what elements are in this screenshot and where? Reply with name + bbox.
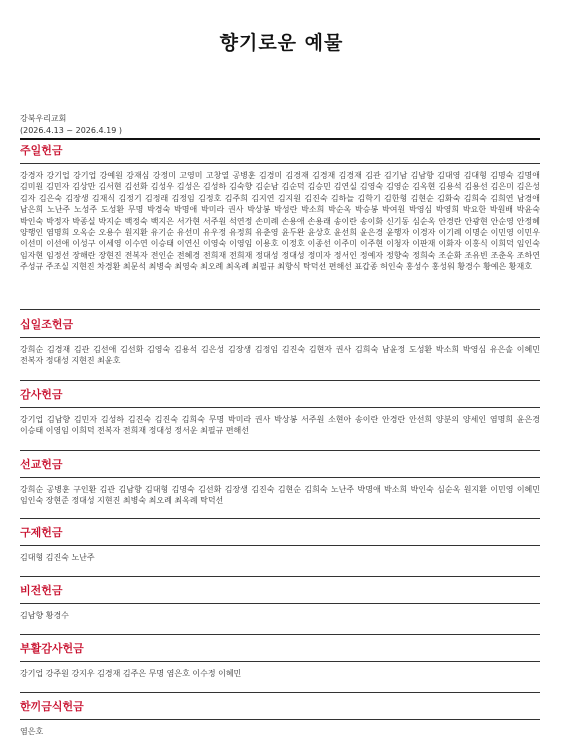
section-heading: 한끼금식헌금: [20, 700, 84, 713]
section-names: 강경자 강기업 강기업 강예원 강재심 강정미 고영미 고창열 공병훈 김경미 김경재 김경재 김경재 김관 김기남 김남향 김대영 김대형 김명숙 김명애 김미원 김민자 김상만 김서현 김선화 김성우 김성은 김성하 김숙향 김순남 김순덕 김승민 김연실 김영숙 김영순 김옥현 김용석 김용선 김은미 김은성 김자 김은숙 김장생 김재식 김정기 김정래 김정임 김정호 김주희 김지연 김지원 김진숙 김하늘 김학기 김한형 김현순 김화숙 김희숙 김희연 남경애 남은희 노난주 노성주 도성환 무명 박경숙 박명애 박미라 권사 박상봉 박성란 박소희 박순옥 박승봉 박여원 박영심 박영희 박요한 박원배 박윤숙 박인숙 박정자 박종실 박지순 백정숙 백지은 서가현 서주원 석연정 손미례 손용애 손용래 송이란 송이화 신기동 심순옥 안경란 안광현 안순영 안정혜 양행인 염명희 오옥순 오용수 원지환 유기순 유선미 유우정 유정희 유춘영 윤두완 윤상호 윤선희 윤은경 윤행자 이경자 이기례 이명순 이민영 이민우 이선미 이선애 이성구 이세영 이수연 이승태 이연신 이영숙 이영임 이용호 이정호 이종선 이주미 이주현 이청자 이판재 이화자 이홍식 이희덕 임인숙 임자현 임정선 장해란 장현진 전복자 전인순 전혜경 전희재 전희재 정대성 정대성 정미자 정서인 정예자 정향숙 정희숙 조순화 조유빈 조춘옥 조하연 주성규 주조실 지현진 차경환 최문석 최병숙 최영숙 최오례 최옥례 최필규 최향식 탁덕선 편해선 표갑종 허인숙 홍성수 홍성워 황경수 황예은 황재호: [20, 171, 540, 272]
section-divider: [20, 661, 540, 662]
section-divider: [20, 477, 540, 478]
section-divider: [20, 337, 540, 338]
section-end-divider: [20, 380, 540, 381]
section-thanksgiving-offering: [20, 388, 540, 437]
section-relief-offering: [20, 526, 540, 563]
section-mission-offering: [20, 458, 540, 507]
church-name: 강북우리교회: [20, 114, 67, 123]
section-sunday-offering: [20, 144, 540, 273]
section-fasting-offering: [20, 700, 540, 737]
section-names: 염은호: [20, 727, 44, 736]
section-heading: 선교헌금: [20, 458, 63, 471]
section-divider: [20, 719, 540, 720]
section-end-divider: [20, 692, 540, 693]
date-range: (2026.4.13 ~ 2026.4.19 ): [20, 126, 123, 135]
section-end-divider: [20, 518, 540, 519]
section-names: 김남향 황경수: [20, 611, 69, 620]
header-divider: [20, 138, 540, 140]
section-names: 강희순 김경재 김관 김선애 김선화 김영숙 김용석 김은성 김장생 김정임 김진숙 김현자 권사 김희숙 남윤정 도성환 박소희 박영심 유은솔 이혜민 전복자 정대성 지현진 최윤호: [20, 345, 540, 366]
section-end-divider: [20, 576, 540, 577]
section-divider: [20, 163, 540, 164]
section-names: 강희순 공병훈 구인환 김관 김남향 김대형 김명숙 김선화 김장생 김진숙 김현순 김희숙 노난주 박명애 박소희 박인숙 심순옥 원지환 이민영 이혜민 임인숙 장현준 정대성 지현진 최병숙 최오례 최옥례 탁덕선: [20, 485, 540, 506]
section-divider: [20, 603, 540, 604]
section-names: 강기업 김남향 김민자 김성하 김진숙 김진숙 김희숙 무명 박미라 권사 박상봉 서주원 소현아 송이란 안경란 안선희 양분의 양세인 염명희 윤은경 이승태 이영임 이희덕 전복자 전희재 정대성 정서운 최필규 편해선: [20, 415, 540, 436]
section-heading: 감사헌금: [20, 388, 63, 401]
section-end-divider: [20, 634, 540, 635]
section-names: 강기업 강주원 강지우 김경재 김주은 무명 염은호 이수정 이혜민: [20, 669, 242, 678]
section-heading: 구제헌금: [20, 526, 63, 539]
section-easter-thanksgiving-offering: [20, 642, 540, 679]
section-names: 김대형 김진숙 노난주: [20, 553, 95, 562]
section-heading: 주일헌금: [20, 144, 63, 157]
section-heading: 십일조헌금: [20, 318, 74, 331]
section-divider: [20, 407, 540, 408]
document-meta: [20, 113, 122, 137]
section-end-divider: [20, 450, 540, 451]
section-divider: [20, 545, 540, 546]
section-vision-offering: [20, 584, 540, 621]
section-end-divider: [20, 309, 540, 310]
section-tithe-offering: [20, 318, 540, 367]
section-heading: 부활감사헌금: [20, 642, 84, 655]
page-title: 향기로운 예물: [219, 32, 344, 54]
section-heading: 비전헌금: [20, 584, 63, 597]
